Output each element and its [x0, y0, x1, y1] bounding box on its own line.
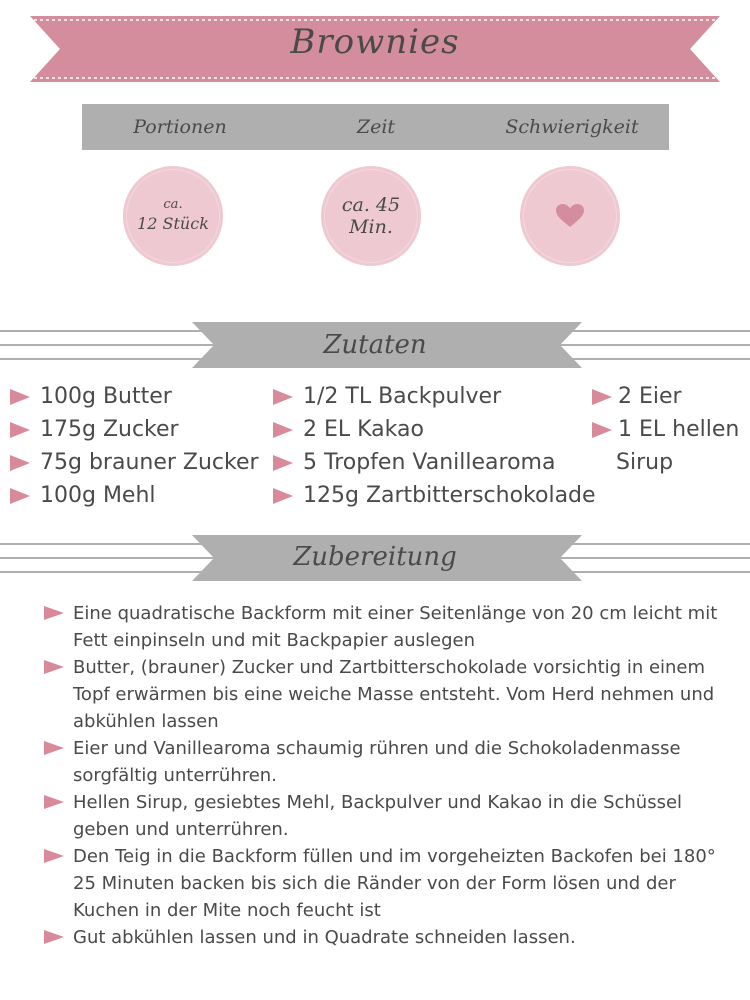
- arrow-icon: [592, 422, 612, 438]
- arrow-icon: [10, 455, 30, 471]
- time-value: ca. 45: [341, 194, 401, 216]
- arrow-icon: [10, 422, 30, 438]
- info-bar: [82, 104, 669, 150]
- list-item: Gut abkühlen lassen und in Quadrate schneiden lassen.: [44, 924, 734, 951]
- time-label: Zeit: [356, 116, 396, 138]
- list-item: 5 Tropfen Vanillearoma: [273, 446, 596, 479]
- arrow-icon: [44, 660, 64, 674]
- list-item: Eier und Vanillearoma schaumig rühren und die Schokoladenmasse sorgfältig unterrühren.: [44, 735, 734, 789]
- list-item: Eine quadratische Backform mit einer Seitenlänge von 20 cm leicht mit Fett einpinseln und mit Backpapier auslegen: [44, 600, 734, 654]
- arrow-icon: [273, 422, 293, 438]
- heart-icon: [556, 204, 584, 228]
- portions-prefix: ca.: [163, 197, 183, 212]
- arrow-icon: [44, 606, 64, 620]
- preparation-heading: Zubereitung: [293, 542, 457, 572]
- portions-circle: [123, 166, 223, 266]
- arrow-icon: [44, 849, 64, 863]
- arrow-icon: [10, 488, 30, 504]
- list-item-continuation: Sirup: [616, 450, 674, 475]
- list-item: 175g Zucker: [10, 413, 259, 446]
- list-item: Hellen Sirup, gesiebtes Mehl, Backpulver und Kakao in die Schüssel geben und unterrühren.: [44, 789, 734, 843]
- list-item: 125g Zartbitterschokolade: [273, 479, 596, 512]
- arrow-icon: [592, 389, 612, 405]
- preparation-steps: [44, 600, 734, 951]
- arrow-icon: [10, 389, 30, 405]
- list-item: Butter, (brauner) Zucker und Zartbitterschokolade vorsichtig in einem Topf erwärmen bis eine weiche Masse entsteht. Vom Herd nehmen und abkühlen lassen: [44, 654, 734, 735]
- list-item: 100g Mehl: [10, 479, 259, 512]
- difficulty-circle: [520, 166, 620, 266]
- ingredients-heading: Zutaten: [323, 330, 427, 360]
- arrow-icon: [44, 795, 64, 809]
- recipe-title: Brownies: [290, 22, 460, 62]
- list-item: 1/2 TL Backpulver: [273, 380, 596, 413]
- arrow-icon: [273, 455, 293, 471]
- portions-value: 12 Stück: [137, 214, 209, 233]
- time-circle: [321, 166, 421, 266]
- list-item: 2 EL Kakao: [273, 413, 596, 446]
- arrow-icon: [273, 389, 293, 405]
- ingredients-column-1: [10, 380, 259, 512]
- list-item: 100g Butter: [10, 380, 259, 413]
- ingredients-column-3: [592, 380, 739, 479]
- arrow-icon: [44, 930, 64, 944]
- ingredients-column-2: [273, 380, 596, 512]
- list-item: 75g brauner Zucker: [10, 446, 259, 479]
- difficulty-label: Schwierigkeit: [505, 116, 639, 138]
- list-item: Den Teig in die Backform füllen und im vorgeheizten Backofen bei 180° 25 Minuten backen bis sich die Ränder von der Form lösen und der Kuchen in der Mite noch feucht ist: [44, 843, 734, 924]
- arrow-icon: [44, 741, 64, 755]
- list-item: 1 EL hellen: [592, 413, 739, 446]
- list-item: 2 Eier: [592, 380, 739, 413]
- arrow-icon: [273, 488, 293, 504]
- portions-label: Portionen: [133, 116, 227, 138]
- time-unit: Min.: [349, 216, 393, 238]
